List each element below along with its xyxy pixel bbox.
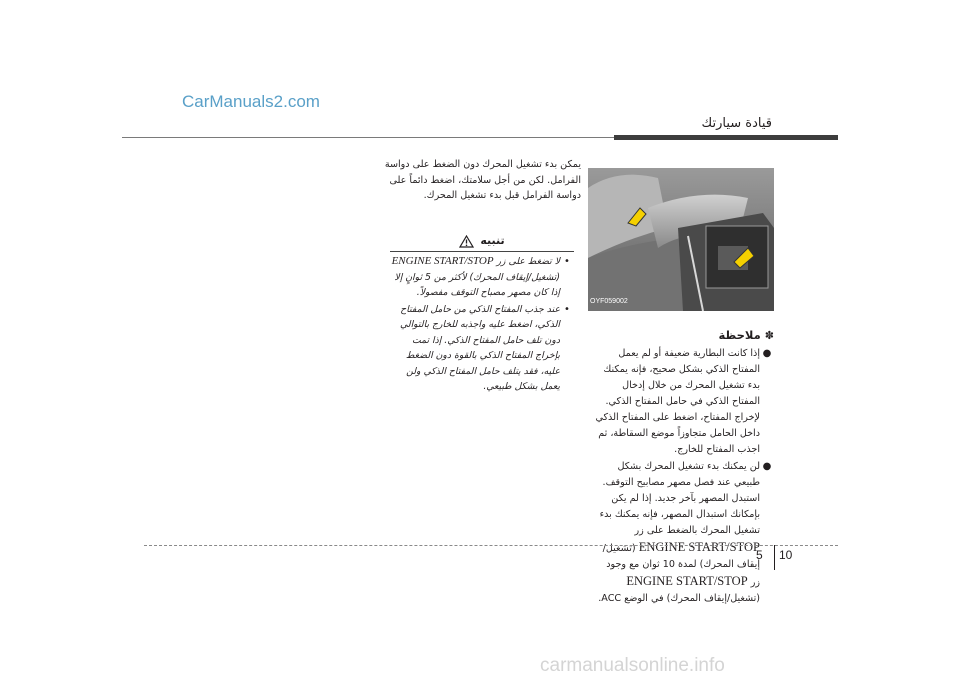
note-bullet-text: إذا كانت البطارية ضعيفة أو لم يعمل المفتاح الذكي بشكل صحيح، فإنه يمكنك بدء تشغيل المحرك من خلال إدخال المفتاح الذكي في حامل المفتاح الذكي. لإخراج المفتاح، اضغط على المفتاح الذكي داخل الحامل متجاوزاً موضع السقاطة، ثم اجذب المفتاح للخارج.: [595, 348, 760, 455]
star-icon: ✽: [764, 329, 774, 342]
caution-bullet-text: عند جذب المفتاح الذكي من حامل المفتاح الذكي، اضغط عليه واجذبه للخارج بالتوالي دون تلف حامل المفتاح الذكي. إذا تمت بإخراج المفتاح الذكي بالقوة دون الضغط عليه، فقد يتلف حامل المفتاح الذكي ولن يعمل بشكل طبيعي.: [400, 303, 560, 392]
caution-bullet: [390, 302, 574, 395]
engine-start-stop-label: ENGINE START/STOP: [391, 255, 494, 267]
caution-heading: تنبيه: [390, 233, 574, 252]
caution-bullet-text: لا تضغط على زر ENGINE START/STOP (تشغيل/إيقاف المحرك) لأكثر من 5 ثوانٍ إلا إذا كان مصهر مصباح التوقف مفصولاً.: [391, 255, 560, 298]
note-heading: ✽ملاحظة: [718, 328, 774, 342]
bullet-icon: ●: [762, 348, 772, 359]
header-rule-thick: [614, 135, 838, 140]
warning-triangle-icon: [459, 235, 474, 248]
caution-box: [390, 233, 574, 396]
footer-rule: [144, 545, 838, 546]
note-bullet: [594, 459, 774, 607]
section-title: قيادة سيارتك: [701, 116, 772, 131]
engine-start-stop-label: ENGINE START/STOP: [638, 540, 760, 554]
page-number-section: 5: [756, 548, 763, 562]
bullet-icon: ●: [762, 461, 772, 472]
header-rule: [122, 137, 614, 138]
bullet-icon: •: [564, 256, 570, 267]
watermark-bottom: carmanualsonline.info: [540, 655, 725, 676]
page-number-page: 10: [779, 548, 793, 562]
engine-start-stop-label: ENGINE START/STOP: [626, 574, 748, 588]
note-bullet-text: لن يمكنك بدء تشغيل المحرك بشكل طبيعي عند فصل مصهر مصابيح التوقف. استبدل المصهر بآخر جديد. إذا لم يكن بإمكانك استبدال المصهر، فإنه يمكنك بدء تشغيل المحرك بالضغط على زر ENGINE START/STOP (تشغيل/إيقاف المحرك) لمدة 10 ثوان مع وجود زر ENGINE START/STOP (تشغيل/إيقاف المحرك) في الوضع ACC.: [598, 461, 760, 604]
smart-key-holder-photo: [588, 168, 774, 311]
page-number-divider: [774, 545, 775, 570]
bullet-icon: •: [564, 303, 570, 315]
note-bullet: [594, 346, 774, 458]
caution-bullet: [390, 254, 574, 301]
note-section: [594, 327, 774, 608]
figure-code: OYF059002: [590, 298, 628, 305]
start-paragraph: يمكن بدء تشغيل المحرك دون الضغط على دواسة الفرامل. لكن من أجل سلامتك، اضغط دائماً على دواسة الفرامل قبل بدء تشغيل المحرك.: [384, 159, 581, 201]
watermark-top: CarManuals2.com: [182, 92, 320, 111]
